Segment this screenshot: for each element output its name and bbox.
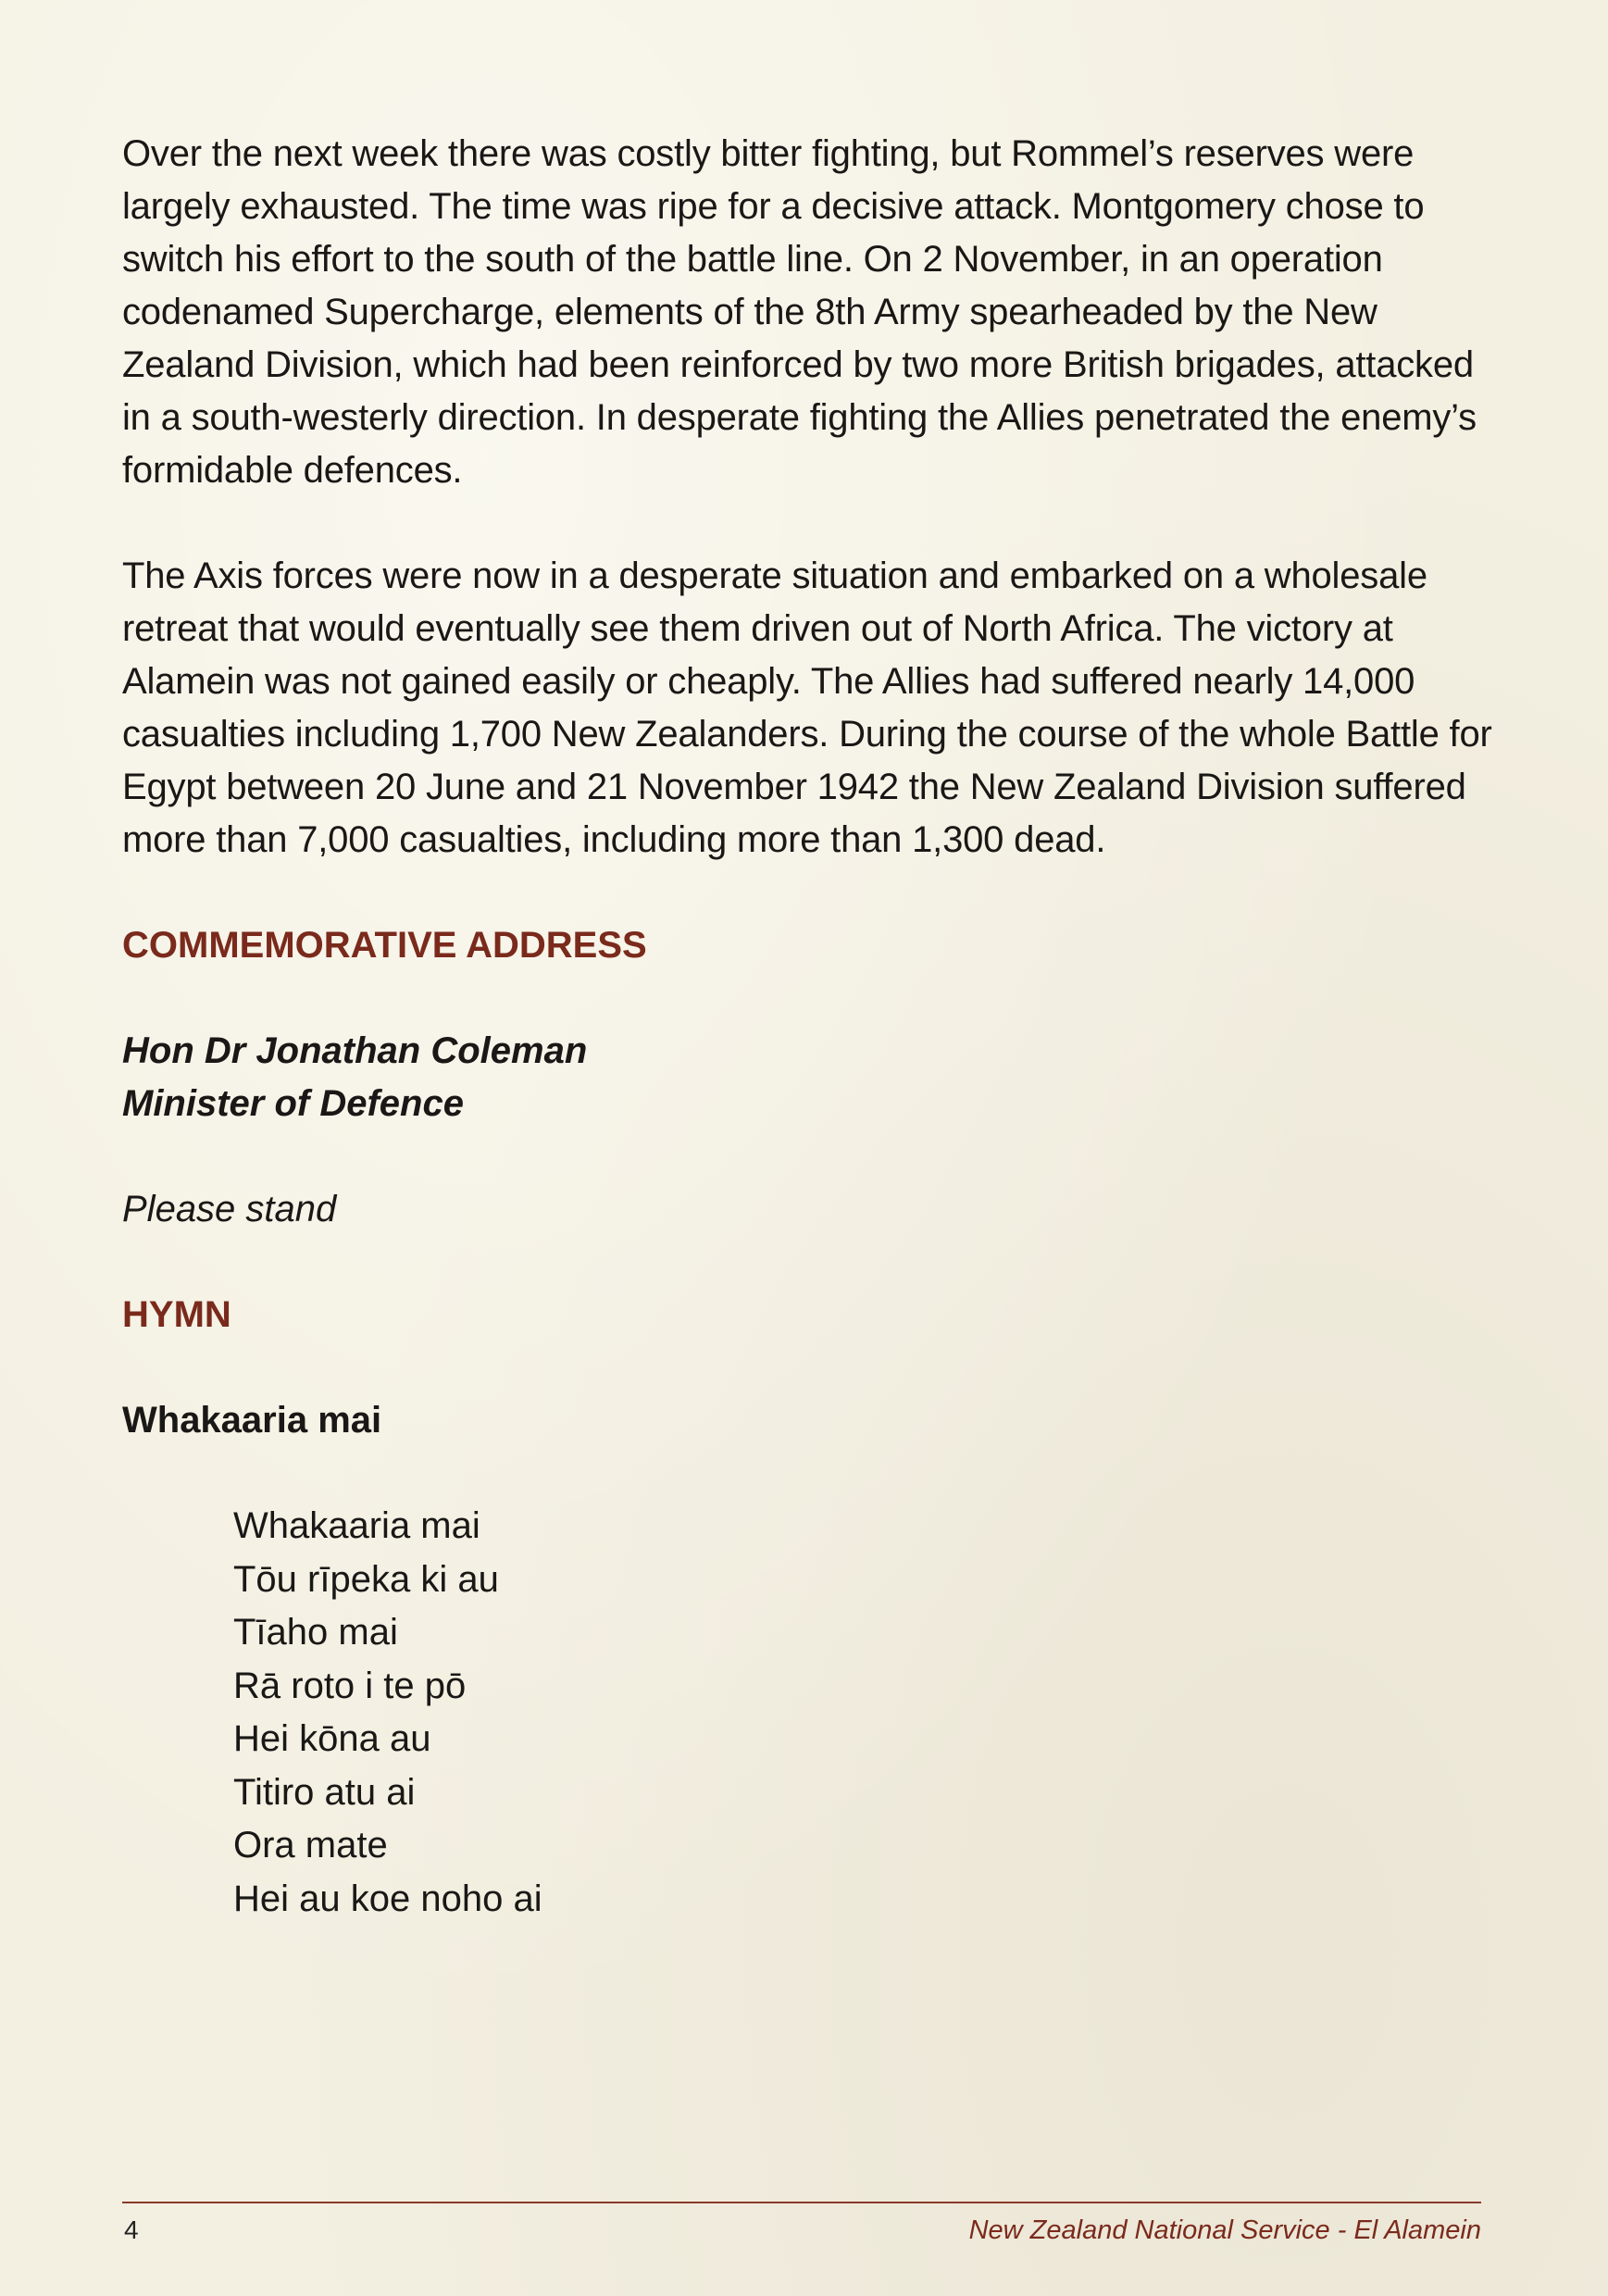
- hymn-heading: HYMN: [122, 1294, 231, 1335]
- hymn-line: Rā roto i te pō: [233, 1665, 467, 1706]
- body-paragraph-1: Over the next week there was costly bitter fighting, but Rommel’s reserves were largely exhausted. The time was ripe for a decisive attack. Montgomery chose to switch his effort to the south of the battle line. On 2 November, in an operation codenamed Supercharge, elements of the 8th Army spearheaded by the New Zealand Division, which had been reinforced by two more British brigades, attacked in a south-westerly direction. In desperate fighting the Allies penetrated the enemy’s formidable defences.: [122, 133, 1477, 491]
- speaker-block: [122, 1025, 1492, 1130]
- hymn-line: Whakaaria mai: [233, 1505, 480, 1546]
- hymn-title: Whakaaria mai: [122, 1400, 382, 1441]
- page-number: 4: [124, 2215, 139, 2244]
- hymn-line: Tīaho mai: [233, 1612, 398, 1653]
- speaker-name: Hon Dr Jonathan Coleman: [122, 1030, 588, 1071]
- footer-title: New Zealand National Service - El Alamein: [968, 2215, 1481, 2245]
- commemorative-address-heading: COMMEMORATIVE ADDRESS: [122, 925, 647, 966]
- page-content: [122, 128, 1492, 1926]
- speaker-role: Minister of Defence: [122, 1083, 464, 1124]
- hymn-line: Tōu rīpeka ki au: [233, 1558, 499, 1600]
- hymn-line: Hei au koe noho ai: [233, 1878, 542, 1919]
- hymn-line: Titiro atu ai: [233, 1771, 416, 1813]
- stand-instruction: Please stand: [122, 1189, 337, 1229]
- body-paragraph-2: The Axis forces were now in a desperate situation and embarked on a wholesale retreat that would eventually see them driven out of North Africa. The victory at Alamein was not gained easily or cheaply. The Allies had suffered nearly 14,000 casualties including 1,700 New Zealanders. During the course of the whole Battle for Egypt between 20 June and 21 November 1942 the New Zealand Division suffered more than 7,000 casualties, including more than 1,300 dead.: [122, 555, 1492, 860]
- footer-divider: [122, 2202, 1481, 2203]
- hymn-verse: [122, 1500, 1492, 1926]
- hymn-line: Hei kōna au: [233, 1718, 431, 1759]
- hymn-line: Ora mate: [233, 1825, 388, 1866]
